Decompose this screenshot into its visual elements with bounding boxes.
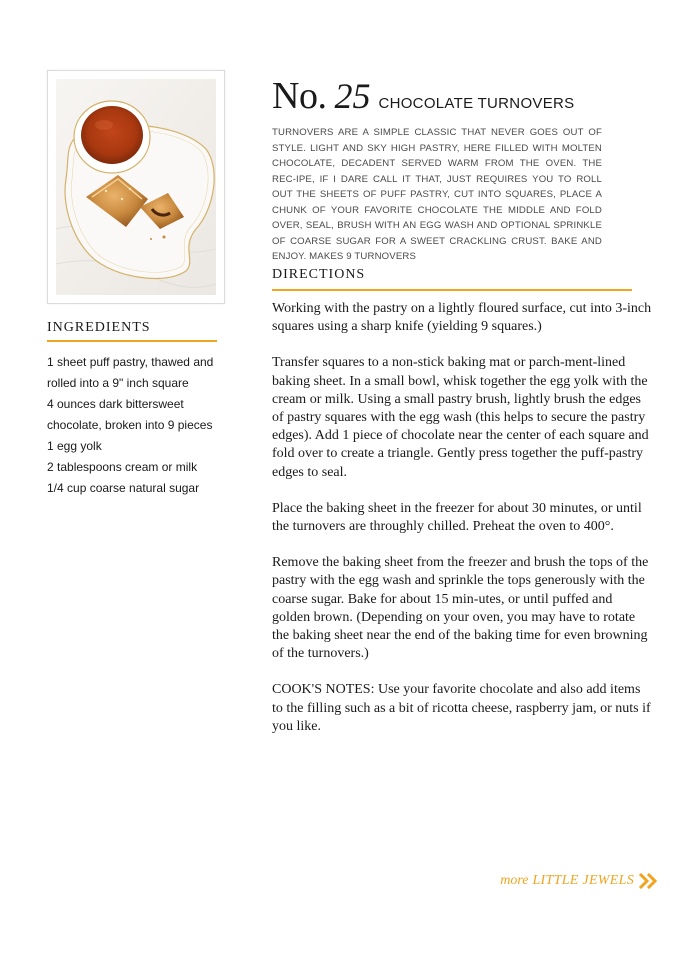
- ingredient-line: 1/4 cup coarse natural sugar: [47, 481, 200, 495]
- recipe-name: CHOCOLATE TURNOVERS: [378, 95, 575, 112]
- recipe-title: [272, 74, 602, 118]
- recipe-intro: TURNOVERS ARE A SIMPLE CLASSIC THAT NEVER GOES OUT OF STYLE. LIGHT AND SKY HIGH PASTRY, HERE FILLED WITH MOLTEN CHOCOLATE, DECADENT SERVED WARM FROM THE OVEN. THE REC-IPE, IF I DARE CALL IT THAT, JUST REQUIRES YOU TO ROLL OUT THE SHEETS OF PUFF PASTRY, CUT INTO SQUARES, PLACE A CHUNK OF YOUR FAVORITE CHOCOLATE THE MIDDLE AND FOLD OVER, SEAL, BRUSH WITH AN EGG WASH AND OPTIONAL SPRINKLE OF COARSE SUGAR FOR A SWEET CRACKLING CRUST. BAKE AND ENJOY. MAKES 9 TURNOVERS: [272, 127, 602, 262]
- ingredient-line: 1 sheet puff pastry, thawed and: [47, 355, 214, 369]
- ingredient-line: 1 egg yolk: [47, 439, 102, 453]
- double-chevron-right-icon: [638, 873, 658, 889]
- ingredient-line: chocolate, broken into 9 pieces: [47, 418, 213, 432]
- ingredients-list: [47, 352, 237, 499]
- ingredient-line: 2 tablespoons cream or milk: [47, 460, 198, 474]
- tea-and-turnovers-illustration: [56, 79, 216, 295]
- recipe-photo: [56, 79, 216, 295]
- ingredient-line: 4 ounces dark bittersweet: [47, 397, 184, 411]
- directions-rule: [272, 289, 632, 291]
- ingredients-rule: [47, 340, 217, 342]
- recipe-number: 25: [334, 76, 371, 116]
- directions-heading: DIRECTIONS: [272, 267, 366, 282]
- cooks-notes: COOK'S NOTES: Use your favorite chocolate and also add items to the filling such as a bit of ricotta cheese, raspberry jam, or nuts if you like.: [272, 682, 651, 734]
- directions-paragraph: Transfer squares to a non-stick baking mat or parch-ment-lined baking sheet. In a small bowl, whisk together the egg yolk with the cream or milk. Using a small pastry brush, lightly brush the edges of pastry squares with the egg wash (this helps to secure the pastry edges). Add 1 piece of chocolate near the center of each square and fold over to create a triangle. Gently press together the puff-pastry edges to seal.: [272, 355, 649, 480]
- directions-paragraph: Remove the baking sheet from the freezer and brush the tops of the pastry with the egg wash and sprinkle the tops generously with the coarse sugar. Bake for about 15 min-utes, or until puffed and golden brown. (Depending on your oven, you may have to rotate the baking sheet near the end of the baking time for even browning of the turnovers.): [272, 555, 649, 662]
- little-jewels-label: LITTLE JEWELS: [532, 873, 634, 888]
- more-label: more: [500, 873, 529, 888]
- ingredients-heading: INGREDIENTS: [47, 320, 151, 335]
- directions-body: [272, 300, 652, 754]
- recipe-photo-frame: [47, 70, 225, 304]
- ingredient-line: rolled into a 9" inch square: [47, 376, 189, 390]
- more-little-jewels-link[interactable]: [500, 873, 658, 889]
- recipe-number-prefix: No.: [272, 75, 327, 117]
- directions-paragraph: Place the baking sheet in the freezer for about 30 minutes, or until the turnovers are throughly chilled. Preheat the oven to 400°.: [272, 500, 642, 535]
- directions-paragraph: Working with the pastry on a lightly floured surface, cut into 3-inch squares using a sharp knife (yielding 9 squares.): [272, 301, 652, 335]
